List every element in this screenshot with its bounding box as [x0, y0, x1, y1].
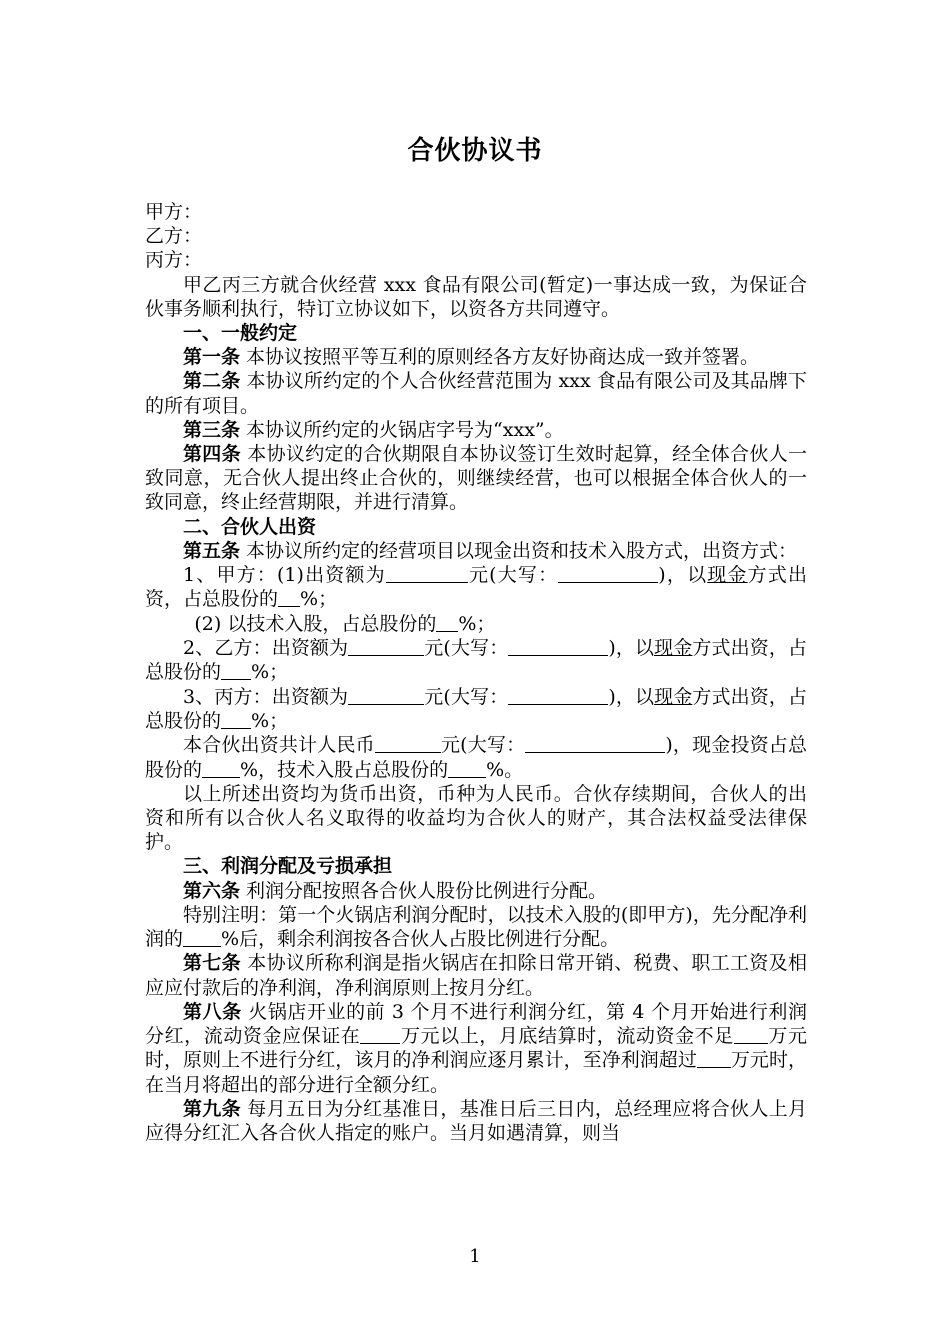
clause-text: 万元时，原则上不进行分红，该月的净利润应逐月累计，至净利润超过 — [145, 1025, 807, 1072]
article-label: 第一条 — [183, 346, 241, 369]
clause-text: )，现金投资占总股份的 — [145, 734, 807, 781]
contribution-party-a-tech — [145, 612, 807, 636]
fill-blank — [386, 563, 468, 583]
article-5 — [145, 539, 807, 563]
section-heading-contribution: 二、合伙人出资 — [183, 515, 317, 538]
article-label: 第三条 — [183, 418, 241, 441]
contribution-party-c — [145, 685, 807, 734]
article-label: 第二条 — [183, 370, 241, 393]
article-text: 本协议所约定的经营项目以现金出资和技术入股方式，出资方式： — [240, 539, 798, 562]
fill-blank — [508, 685, 608, 705]
clause-text: %； — [300, 588, 338, 611]
clause-text: )，以 — [658, 564, 708, 587]
clause-text: )，以 — [608, 685, 655, 708]
clause-text: %。 — [486, 758, 524, 781]
clause-text: )，以 — [608, 637, 655, 660]
party-b-label: 乙方： — [145, 225, 203, 248]
article-9 — [145, 1097, 807, 1145]
clause-text: %； — [251, 710, 289, 733]
article-label: 第七条 — [183, 952, 241, 975]
clause-text: %； — [458, 612, 496, 635]
page-number: 1 — [469, 1246, 481, 1267]
article-text: 每月五日为分红基准日，基准日后三日内，总经理应将合伙人上月应得分红汇入各合伙人指定的账户。当月如遇清算，则当 — [145, 1097, 807, 1145]
article-text: 本协议约定的合伙期限自本协议签订生效时起算，经全体合伙人一致同意，无合伙人提出终止合伙的，则继续经营，也可以根据全体合伙人的一致同意，终止经营期限，并进行清算。 — [145, 443, 807, 514]
clause-text: 特别注明：第一个火锅店利润分配时，以技术入股的(即甲方)，先分配净利润的 — [145, 903, 807, 951]
clause-text: 万元时，在当月将超出的部分进行全额分红。 — [145, 1049, 807, 1096]
article-8 — [145, 1000, 807, 1097]
document-body — [145, 200, 807, 1145]
underlined-term: 现金 — [707, 564, 748, 587]
article-text: 本协议所称利润是指火锅店在扣除日常开销、税费、职工工资及相应应付款后的净利润，净利润原则上按月分红。 — [145, 952, 807, 999]
fill-blank — [360, 1024, 400, 1044]
clause-text: 火锅店开业的前 3 个月不进行利润分红，第 4 个月开始进行利润分红，流动资金应保证在 — [145, 1000, 807, 1048]
fill-blank — [558, 563, 658, 583]
article-4 — [145, 442, 807, 515]
clause-text: %； — [251, 661, 289, 684]
article-label: 第六条 — [183, 879, 241, 902]
clause-text: %后，剩余利润按各合伙人占股比例进行分配。 — [221, 928, 620, 951]
underlined-term: 现金 — [654, 637, 693, 660]
article-text: 本协议所约定的火锅店字号为“xxx”。 — [240, 418, 564, 441]
article-1 — [145, 345, 807, 369]
article-6 — [145, 879, 807, 903]
clause-text: 元(大写： — [440, 734, 526, 757]
clause-text: 万元以上，月底结算时，流动资金不足 — [400, 1025, 734, 1048]
contribution-total — [145, 733, 807, 782]
document-title: 合伙协议书 — [407, 136, 543, 166]
article-label: 第八条 — [183, 1000, 242, 1023]
clause-text: %，技术入股占总股份的 — [240, 758, 449, 781]
article-label: 第四条 — [183, 443, 241, 466]
clause-text: 元(大写： — [424, 637, 509, 660]
contribution-party-a — [145, 563, 807, 612]
fill-blank — [221, 709, 251, 729]
contribution-note: 以上所述出资均为货币出资，币种为人民币。合伙存续期间，合伙人的出资和所有以合伙人名义取得的收益均为合伙人的财产，其合法权益受法律保护。 — [145, 782, 807, 854]
clause-text: 1、甲方：(1)出资额为 — [183, 564, 386, 587]
contribution-party-b — [145, 636, 807, 685]
intro-paragraph: 甲乙丙三方就合伙经营 xxx 食品有限公司(暂定)一事达成一致，为保证合伙事务顺利执行，特订立协议如下，以资各方共同遵守。 — [145, 273, 807, 320]
fill-blank — [436, 612, 458, 632]
fill-blank — [697, 1048, 731, 1068]
fill-blank — [525, 733, 665, 753]
fill-blank — [448, 758, 486, 778]
fill-blank — [202, 758, 240, 778]
fill-blank — [348, 636, 424, 656]
fill-blank — [508, 636, 608, 656]
underlined-term: 现金 — [654, 685, 693, 708]
clause-text: 元(大写： — [467, 564, 559, 587]
article-label: 第九条 — [183, 1097, 241, 1120]
article-text: 本协议按照平等互利的原则经各方友好协商达成一致并签署。 — [240, 346, 760, 369]
article-text: 利润分配按照各合伙人股份比例进行分配。 — [240, 879, 608, 902]
section-heading-profit: 三、利润分配及亏损承担 — [183, 855, 393, 878]
fill-blank — [734, 1024, 768, 1044]
clause-text: 3、丙方：出资额为 — [183, 685, 349, 708]
fill-blank — [348, 685, 424, 705]
clause-text: 元(大写： — [424, 685, 509, 708]
party-a-label: 甲方： — [145, 201, 203, 223]
clause-text: 方式出资，占总股份的 — [145, 685, 807, 733]
article-label: 第五条 — [183, 539, 241, 562]
section-heading-general: 一、一般约定 — [183, 322, 298, 345]
clause-text: 方式出资，占总股份的 — [145, 564, 807, 611]
party-c-label: 丙方： — [145, 249, 203, 272]
fill-blank — [375, 733, 441, 753]
fill-blank — [278, 587, 300, 607]
clause-text: 2、乙方：出资额为 — [183, 637, 349, 660]
fill-blank — [221, 660, 251, 680]
article-3 — [145, 418, 807, 442]
article-7 — [145, 951, 807, 999]
clause-text: 方式出资，占总股份的 — [145, 637, 807, 684]
clause-text: 本合伙出资共计人民币 — [183, 734, 375, 757]
article-2 — [145, 369, 807, 417]
special-note — [145, 903, 807, 952]
article-text: 本协议所约定的个人合伙经营范围为 xxx 食品有限公司及其品牌下的所有项目。 — [145, 370, 807, 417]
clause-text: (2) 以技术入股，占总股份的 — [194, 612, 437, 635]
fill-blank — [183, 927, 221, 947]
